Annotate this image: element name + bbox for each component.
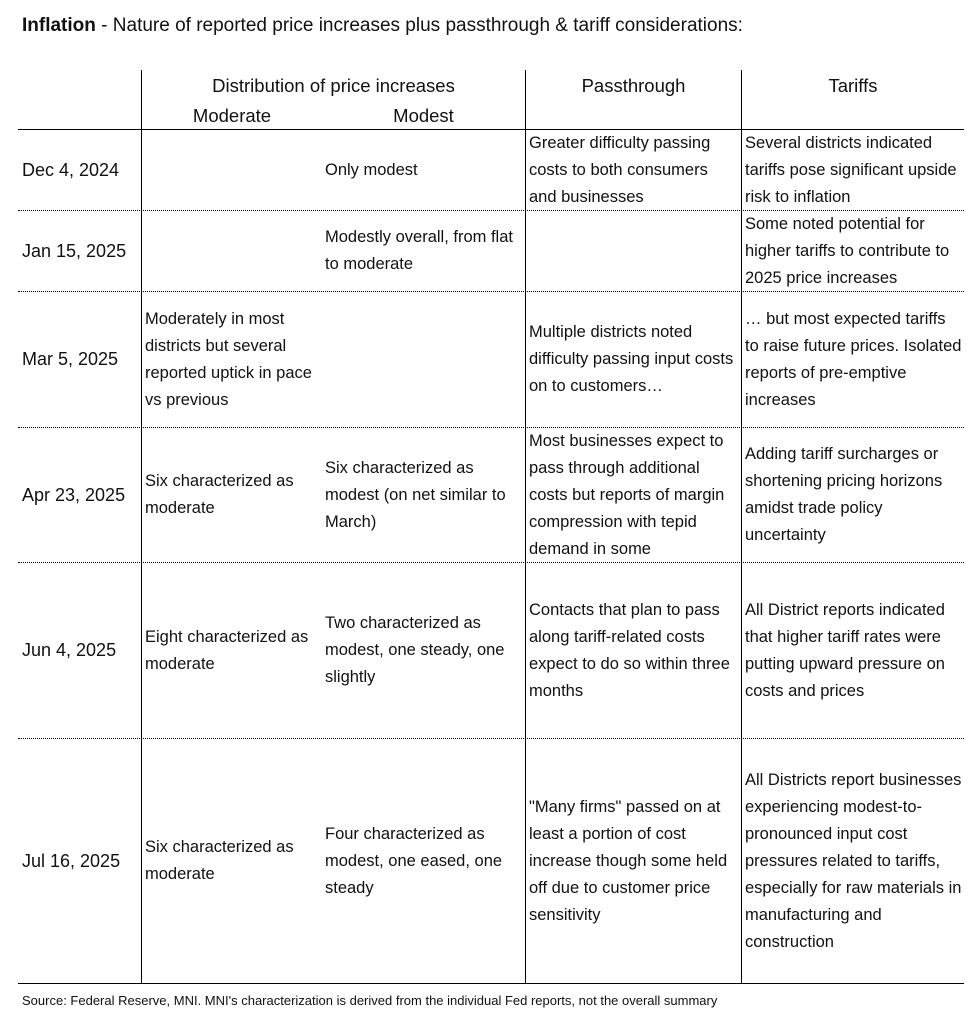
cell-text: Some noted potential for higher tariffs to contribute to 2025 price increases	[745, 214, 950, 287]
header-moderate: Moderate	[192, 105, 272, 126]
cell-text: Moderately in most districts but several reported uptick in pace vs previous	[145, 309, 312, 409]
cell-text: Six characterized as moderate	[145, 838, 294, 883]
cell-tariffs	[745, 563, 966, 738]
divider-col-3	[741, 70, 742, 983]
cell-text: … but most expected tariffs to raise future prices. Isolated reports of pre-emptive increases	[745, 309, 962, 409]
source-note: Source: Federal Reserve, MNI. MNI's characterization is derived from the individual Fed reports, not the overall summary	[22, 993, 718, 1008]
cell-tariffs	[745, 428, 966, 562]
cell-moderate	[145, 428, 322, 562]
cell-passthrough	[529, 130, 741, 210]
cell-text: Eight characterized as moderate	[145, 627, 309, 673]
cell-text: Greater difficulty passing costs to both consumers and businesses	[529, 133, 711, 206]
cell-text: Contacts that plan to pass along tariff-related costs expect to do so within three months	[529, 600, 730, 700]
header-distribution: Distribution of price increases	[212, 75, 455, 96]
row-date: Jan 15, 2025	[22, 240, 127, 261]
divider-col-2	[525, 70, 526, 983]
row-date: Jul 16, 2025	[22, 850, 121, 871]
cell-tariffs	[745, 739, 966, 983]
cell-text: All Districts report businesses experiencing modest-to-pronounced input cost pressures related to tariffs, especially for raw materials in manufacturing and construction	[745, 770, 962, 951]
cell-modest	[325, 739, 524, 983]
cell-modest	[325, 428, 524, 562]
header-modest: Modest	[393, 105, 454, 126]
cell-text: Adding tariff surcharges or shortening pricing horizons amidst trade policy uncertainty	[745, 445, 943, 544]
cell-moderate	[145, 739, 322, 983]
cell-passthrough	[529, 211, 741, 291]
cell-text: Only modest	[325, 160, 418, 179]
header-tariffs: Tariffs	[828, 75, 878, 96]
cell-text: Most businesses expect to pass through additional costs but reports of margin compression with tepid demand in some	[529, 431, 725, 558]
row-date: Dec 4, 2024	[22, 159, 120, 180]
cell-moderate	[145, 211, 322, 291]
cell-moderate	[145, 130, 322, 210]
cell-passthrough	[529, 563, 741, 738]
cell-moderate	[145, 292, 322, 427]
row-date: Apr 23, 2025	[22, 484, 126, 505]
cell-text: Modestly overall, from flat to moderate	[325, 228, 513, 273]
cell-tariffs	[745, 130, 966, 210]
cell-text: All District reports indicated that higher tariff rates were putting upward pressure on costs and prices	[745, 600, 945, 700]
cell-passthrough	[529, 739, 741, 983]
cell-text: Six characterized as modest (on net similar to March)	[325, 458, 506, 531]
cell-modest	[325, 211, 524, 291]
page-title	[22, 14, 743, 38]
cell-modest	[325, 130, 524, 210]
cell-text: Four characterized as modest, one eased, one steady	[325, 824, 503, 897]
cell-text: "Many firms" passed on at least a portion of cost increase though some held off due to customer price sensitivity	[529, 797, 728, 924]
cell-passthrough	[529, 292, 741, 427]
cell-tariffs	[745, 211, 966, 291]
cell-text: Multiple districts noted difficulty passing input costs on to customers…	[529, 323, 734, 395]
cell-modest	[325, 292, 524, 427]
cell-text: Two characterized as modest, one steady, one slightly	[325, 614, 505, 686]
cell-passthrough	[529, 428, 741, 562]
title-rest: - Nature of reported price increases plus passthrough & tariff considerations:	[95, 15, 743, 36]
row-date: Mar 5, 2025	[22, 349, 119, 369]
row-date: Jun 4, 2025	[22, 640, 117, 660]
cell-text: Six characterized as moderate	[145, 472, 294, 517]
title-bold: Inflation	[22, 15, 96, 36]
table-bottom-rule	[18, 983, 964, 984]
header-passthrough: Passthrough	[581, 75, 686, 96]
cell-moderate	[145, 563, 322, 738]
cell-tariffs	[745, 292, 966, 427]
cell-modest	[325, 563, 524, 738]
divider-col-1	[141, 70, 142, 983]
cell-text: Several districts indicated tariffs pose significant upside risk to inflation	[745, 133, 957, 206]
